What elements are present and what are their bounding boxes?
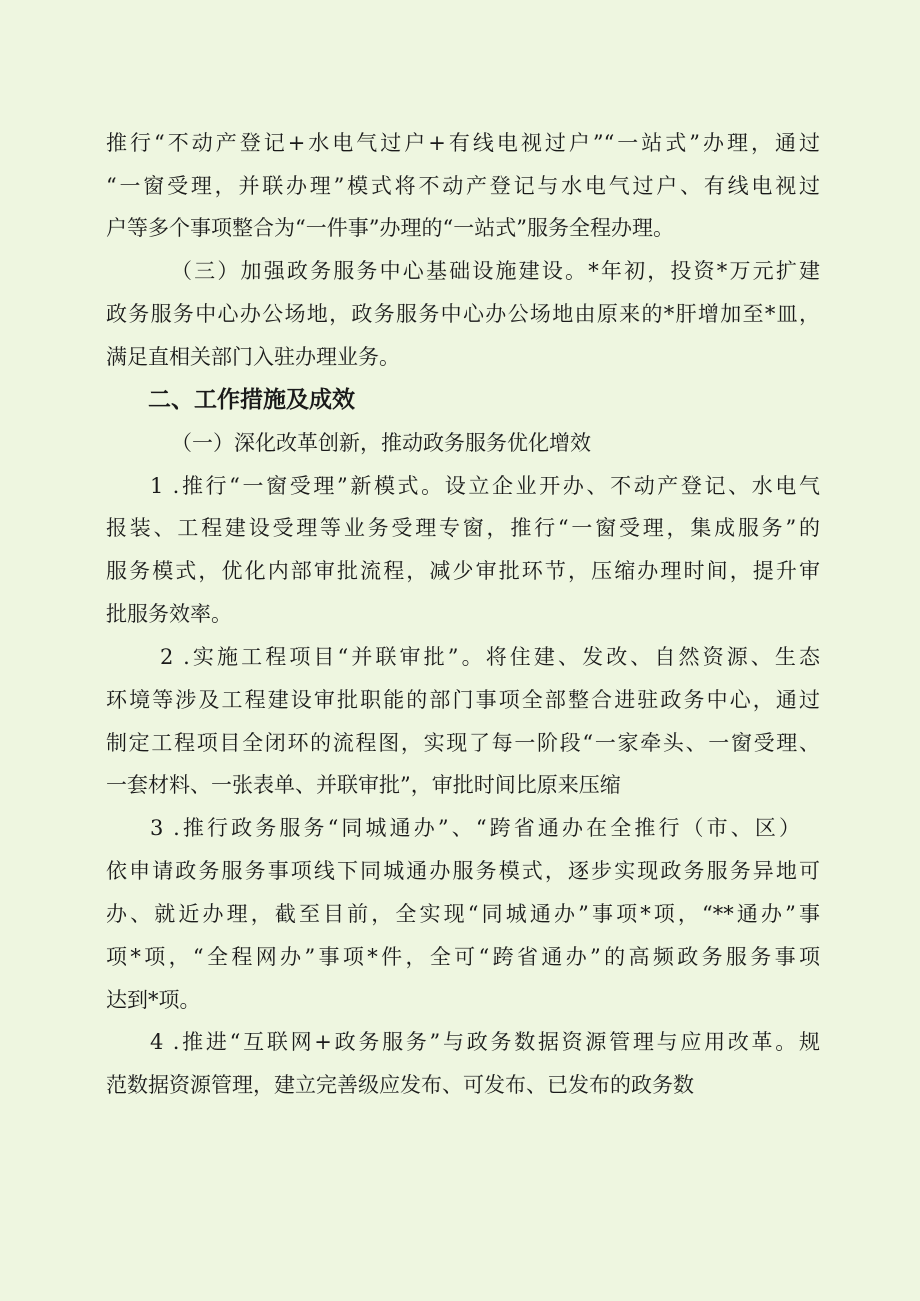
- paragraph-line: “一窗受理，并联办理”模式将不动产登记与水电气过户、有线电视过: [106, 174, 820, 198]
- section-heading: 二、工作措施及成效: [148, 387, 355, 413]
- paragraph-line: 制定工程项目全闭环的流程图，实现了每一阶段“一家牵头、一窗受理、: [106, 731, 820, 755]
- section-three-heading-line: （三）加强政务服务中心基础设施建设。*年初，投资*万元扩建: [171, 259, 820, 283]
- paragraph-line: 批服务效率。: [106, 602, 232, 626]
- paragraph-line: 推行“不动产登记+水电气过户+有线电视过户”“一站式”办理，通过: [106, 131, 820, 155]
- paragraph-line: 政务服务中心办公场地，政务服务中心办公场地由原来的*肝增加至*皿，: [106, 302, 820, 326]
- paragraph-line: 满足直相关部门入驻办理业务。: [106, 345, 400, 369]
- item-3-line: 3 .推行政务服务“同城通办”、“跨省通办在全推行（市、区）: [150, 816, 800, 840]
- paragraph-line: 户等多个事项整合为“一件事”办理的“一站式”服务全程办理。: [106, 216, 674, 240]
- paragraph-line: 环境等涉及工程建设审批职能的部门事项全部整合进驻政务中心，通过: [106, 688, 820, 712]
- paragraph-line: 达到*项。: [106, 988, 201, 1012]
- paragraph-line: 依申请政务服务事项线下同城通办服务模式，逐步实现政务服务异地可: [106, 859, 820, 883]
- item-2-line: 2 .实施工程项目“并联审批”。将住建、发改、自然资源、生态: [160, 645, 820, 669]
- paragraph-line: 办、就近办理，截至目前，全实现“同城通办”事项*项，“**通办”事: [106, 902, 820, 926]
- item-4-line: 4 .推进“互联网+政务服务”与政务数据资源管理与应用改革。规: [150, 1030, 820, 1054]
- subsection-heading: （一）深化改革创新，推动政务服务优化增效: [171, 431, 591, 455]
- paragraph-line: 项*项，“全程网办”事项*件，全可“跨省通办”的高频政务服务事项: [106, 945, 820, 969]
- paragraph-line: 服务模式，优化内部审批流程，减少审批环节，压缩办理时间，提升审: [106, 559, 820, 583]
- item-1-line: 1 .推行“一窗受理”新模式。设立企业开办、不动产登记、水电气: [150, 474, 820, 498]
- paragraph-line: 报装、工程建设受理等业务受理专窗，推行“一窗受理，集成服务”的: [106, 516, 820, 540]
- paragraph-line: 范数据资源管理，建立完善级应发布、可发布、已发布的政务数: [106, 1073, 694, 1097]
- paragraph-line: 一套材料、一张表单、并联审批”，审批时间比原来压缩: [106, 773, 621, 797]
